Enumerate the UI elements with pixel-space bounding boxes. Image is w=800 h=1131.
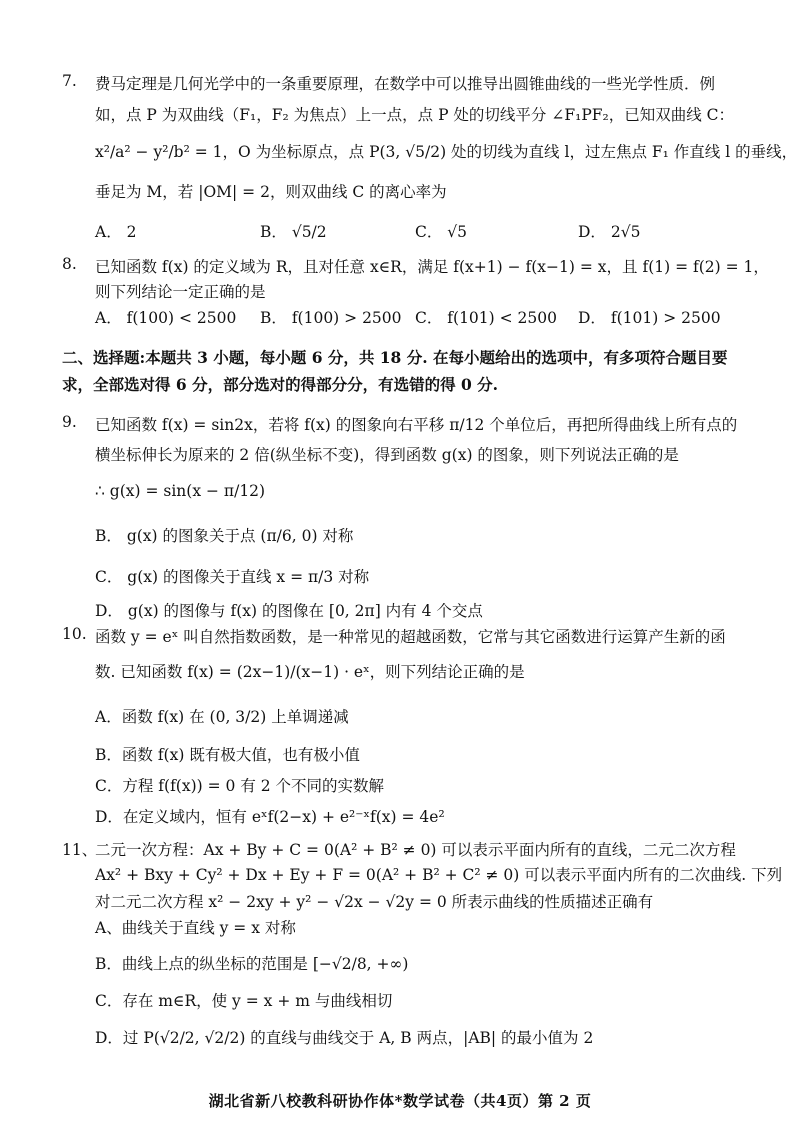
q7-option-d: D． 2√5 <box>578 223 641 241</box>
q8-option-d: D． f(101) > 2500 <box>578 309 721 327</box>
q9-line1: 已知函数 f(x) = sin2x，若将 f(x) 的图象向右平移 π/12 个单位后，再把所得曲线上所有点的 <box>95 416 738 434</box>
q7-line2: 如，点 P 为双曲线（F₁，F₂ 为焦点）上一点，点 P 处的切线平分 ∠F₁PF₂，已知双曲线 C： <box>95 106 734 124</box>
q9-option-b: B． g(x) 的图象关于点 (π/6, 0) 对称 <box>95 527 354 545</box>
q10-option-b: B．函数 f(x) 既有极大值，也有极小值 <box>95 746 360 764</box>
q8-line2: 则下列结论一定正确的是 <box>95 283 266 301</box>
q9-line2: 横坐标伸长为原来的 2 倍(纵坐标不变)，得到函数 g(x) 的图象，则下列说法正确的是 <box>95 446 679 464</box>
q11-number: 11、 <box>62 841 98 859</box>
q9-number: 9. <box>62 413 77 431</box>
q8-option-a: A． f(100) < 2500 <box>95 309 237 327</box>
q8-option-c: C． f(101) < 2500 <box>415 309 557 327</box>
q8-number: 8. <box>62 255 77 273</box>
section-2-line1: 二、选择题:本题共 3 小题，每小题 6 分，共 18 分. 在每小题给出的选项中，有多项符合题目要 <box>62 348 728 367</box>
q7-option-a: A． 2 <box>95 223 137 241</box>
q7-number: 7. <box>62 72 77 90</box>
q9-option-c: C． g(x) 的图像关于直线 x = π/3 对称 <box>95 568 370 586</box>
q10-line2: 数. 已知函数 f(x) = (2x−1)/(x−1) · eˣ，则下列结论正确的是 <box>95 663 525 681</box>
q11-line1: 二元一次方程：Ax + By + C = 0(A² + B² ≠ 0) 可以表示平面内所有的直线，二元二次方程 <box>95 841 736 859</box>
q10-number: 10. <box>62 625 87 643</box>
q11-option-d: D．过 P(√2/2, √2/2) 的直线与曲线交于 A, B 两点，|AB| 的最小值为 2 <box>95 1029 594 1047</box>
q8-option-b: B． f(100) > 2500 <box>260 309 402 327</box>
q7-option-c: C． √5 <box>415 223 468 241</box>
q10-option-c: C．方程 f(f(x)) = 0 有 2 个不同的实数解 <box>95 777 385 795</box>
q11-option-c: C．存在 m∈R，使 y = x + m 与曲线相切 <box>95 992 393 1010</box>
q11-line2: Ax² + Bxy + Cy² + Dx + Ey + F = 0(A² + B² + C² ≠ 0) 可以表示平面内所有的二次曲线. 下列 <box>95 866 783 884</box>
q7-line3: x²/a² − y²/b² = 1，O 为坐标原点，点 P(3, √5/2) 处的切线为直线 l，过左焦点 F₁ 作直线 l 的垂线， <box>95 143 798 161</box>
page-footer: 湖北省新八校教科研协作体*数学试卷（共4页）第 2 页 <box>208 1092 592 1110</box>
q9-option-d: D． g(x) 的图像与 f(x) 的图像在 [0, 2π] 内有 4 个交点 <box>95 602 483 620</box>
q7-line4: 垂足为 M，若 |OM| = 2，则双曲线 C 的离心率为 <box>95 183 447 201</box>
section-2-line2: 求，全部选对得 6 分，部分选对的得部分分，有选错的得 0 分. <box>62 375 499 394</box>
q11-line3: 对二元二次方程 x² − 2xy + y² − √2x − √2y = 0 所表示曲线的性质描述正确有 <box>95 893 654 911</box>
q10-option-a: A．函数 f(x) 在 (0, 3/2) 上单调递减 <box>95 708 349 726</box>
q11-option-b: B．曲线上点的纵坐标的范围是 [−√2/8, +∞) <box>95 955 409 973</box>
q11-option-a: A、曲线关于直线 y = x 对称 <box>95 919 296 937</box>
q7-option-b: B． √5/2 <box>260 223 327 241</box>
q10-line1: 函数 y = eˣ 叫自然指数函数，是一种常见的超越函数，它常与其它函数进行运算产生新的函 <box>95 628 726 646</box>
q9-option-a: ∴ g(x) = sin(x − π/12) <box>95 482 266 500</box>
q7-line1: 费马定理是几何光学中的一条重要原理，在数学中可以推导出圆锥曲线的一些光学性质．例 <box>95 75 716 93</box>
q8-line1: 已知函数 f(x) 的定义域为 R，且对任意 x∈R，满足 f(x+1) − f(x−1) = x，且 f(1) = f(2) = 1， <box>95 258 769 276</box>
q10-option-d: D．在定义域内，恒有 eˣf(2−x) + e²⁻ˣf(x) = 4e² <box>95 808 445 826</box>
